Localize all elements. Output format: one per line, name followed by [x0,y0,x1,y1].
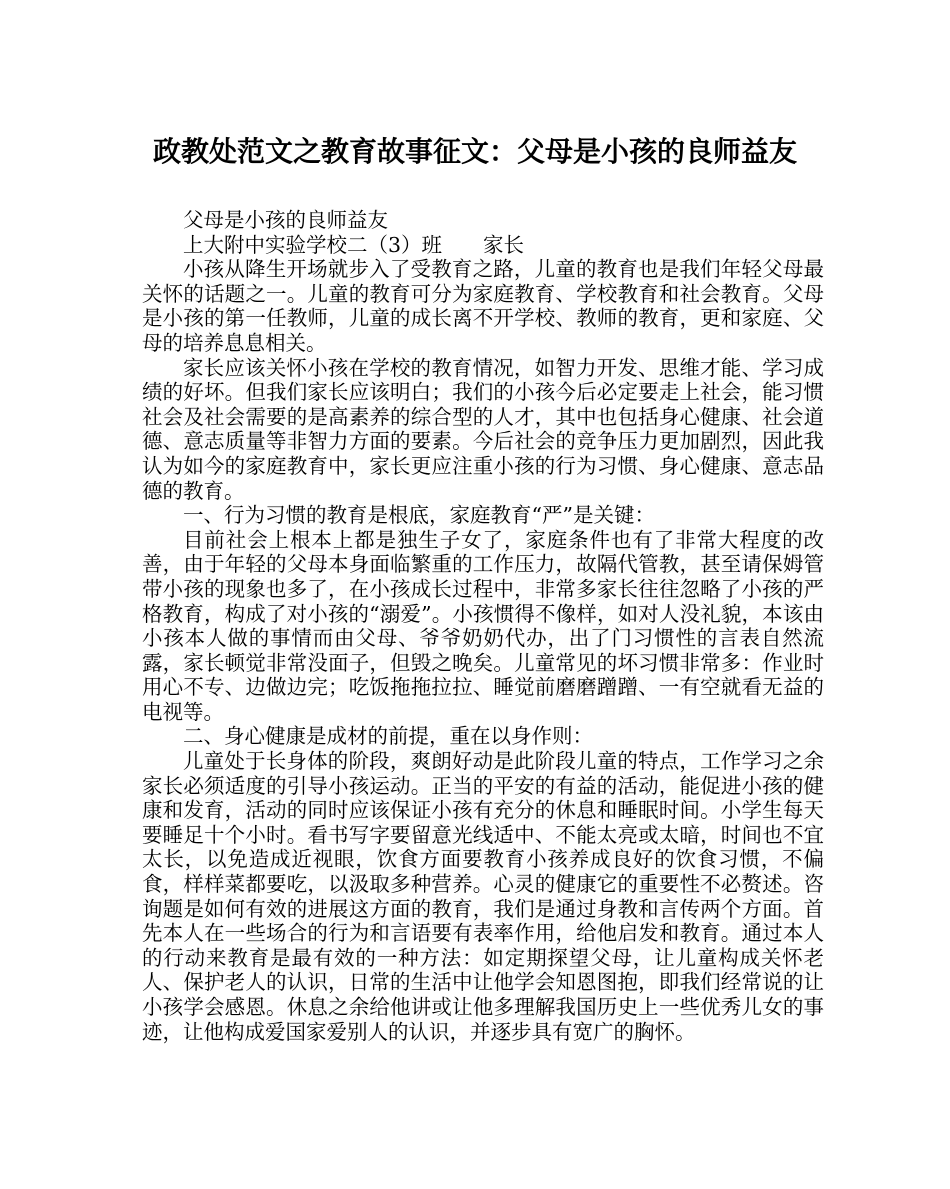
document-title: 政教处范文之教育故事征文：父母是小孩的良师益友 [152,135,797,168]
paragraph-heading: 父母是小孩的良师益友 [183,208,388,232]
section-heading: 二、身心健康是成材的前提，重在以身作则： [183,724,593,749]
section-heading: 一、行为习惯的教育是根底，家庭教育“严”是关键： [183,503,655,528]
paragraph: 小孩从降生开场就步入了受教育之路，儿童的教育也是我们年轻父母最关怀的话题之一。儿童的教育可分为家庭教育、学校教育和社会教育。父母是小孩的第一任教师，儿童的成长离不开学校、教师的教育，更和家庭、父母的培养息息相关。 [142,257,824,355]
paragraph: 儿童处于长身体的阶段，爽朗好动是此阶段儿童的特点，工作学习之余家长必须适度的引导小孩运动。正当的平安的有益的活动，能促进小孩的健康和发育，活动的同时应该保证小孩有充分的休息和睡眠时间。小学生每天要睡足十个小时。看书写字要留意光线适中、不能太亮或太暗，时间也不宜太长，以免造成近视眼，饮食方面要教育小孩养成良好的饮食习惯，不偏食，样样菜都要吃，以汲取多种营养。心灵的健康它的重要性不必赘述。咨询题是如何有效的进展这方面的教育，我们是通过身教和言传两个方面。首先本人在一些场合的行为和言语要有表率作用，给他启发和教育。通过本人的行动来教育是最有效的一种方法：如定期探望父母，让儿童构成关怀老人、保护老人的认识，日常的生活中让他学会知恩图抱，即我们经常说的让小孩学会感恩。休息之余给他讲或让他多理解我国历史上一些优秀儿女的事迹，让他构成爱国家爱别人的认识，并逐步具有宽广的胸怀。 [142,749,824,1044]
paragraph-author: 上大附中实验学校二（3）班 家长 [183,232,525,257]
paragraph: 家长应该关怀小孩在学校的教育情况，如智力开发、思维才能、学习成绩的好坏。但我们家长应该明白；我们的小孩今后必定要走上社会，能习惯社会及社会需要的是高素养的综合型的人才，其中也包括身心健康、社会道德、意志质量等非智力方面的要素。今后社会的竞争压力更加剧烈，因此我认为如今的家庭教育中，家长更应注重小孩的行为习惯、身心健康、意志品德的教育。 [142,355,824,503]
document-body [142,208,824,1044]
paragraph: 目前社会上根本上都是独生子女了，家庭条件也有了非常大程度的改善，由于年轻的父母本身面临繁重的工作压力，故隔代管教，甚至请保姆管带小孩的现象也多了，在小孩成长过程中，非常多家长往往忽略了小孩的严格教育，构成了对小孩的“溺爱”。小孩惯得不像样，如对人没礼貌，本该由小孩本人做的事情而由父母、爷爷奶奶代办，出了门习惯性的言表自然流露，家长顿觉非常没面子，但毁之晚矣。儿童常见的坏习惯非常多：作业时用心不专、边做边完；吃饭拖拖拉拉、睡觉前磨磨蹭蹭、一有空就看无益的电视等。 [142,527,824,724]
